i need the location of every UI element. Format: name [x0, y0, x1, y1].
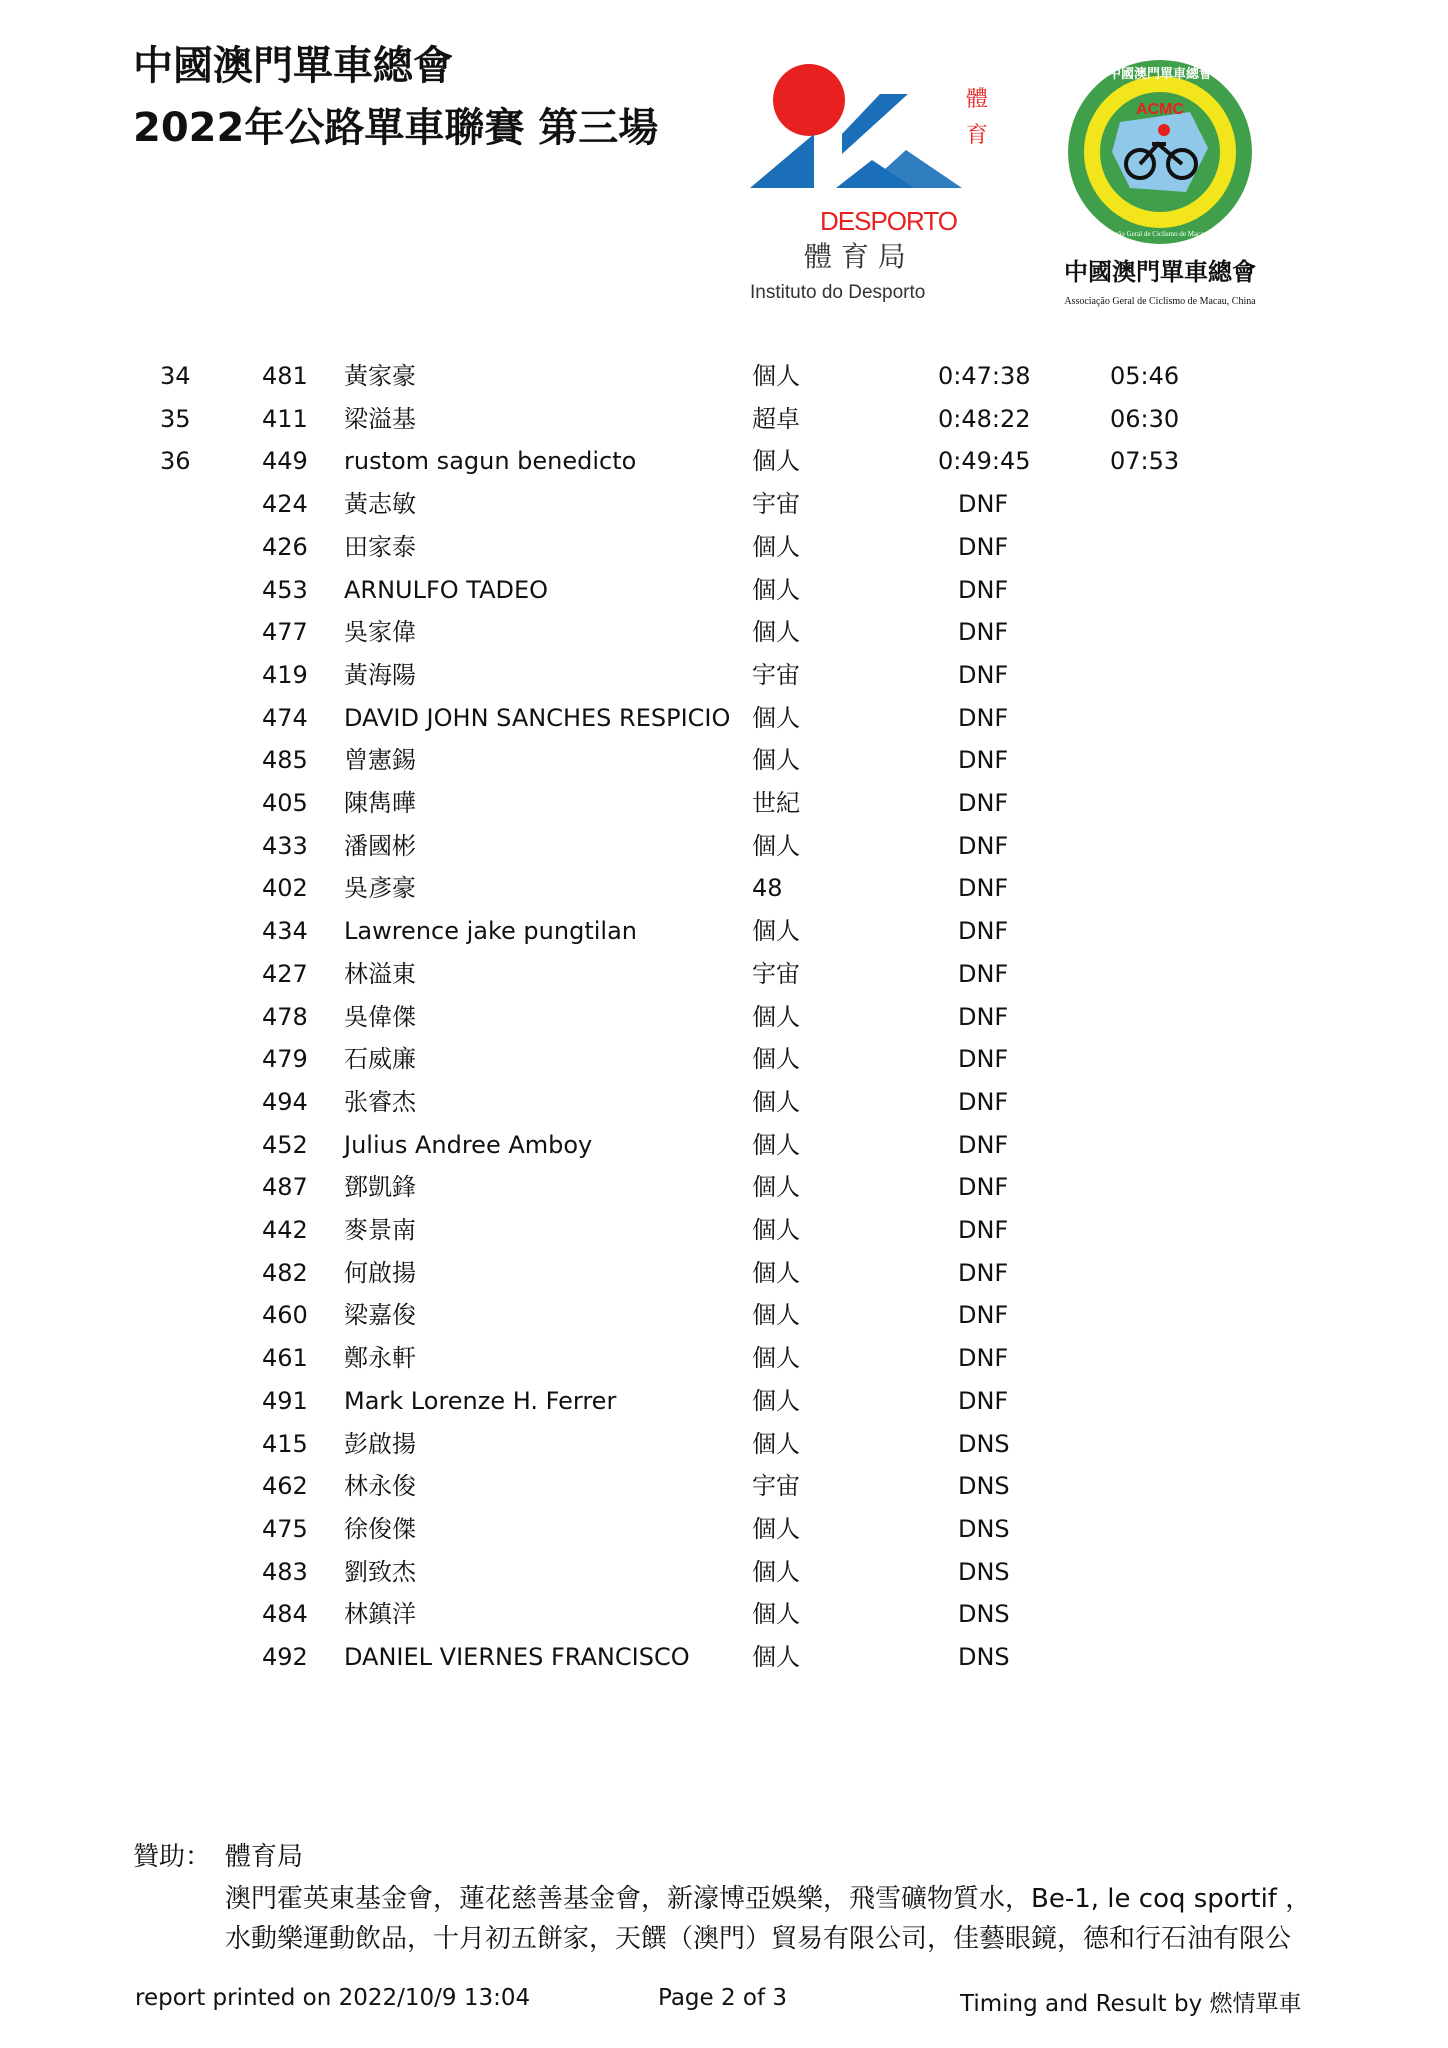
- rider-name-cell: Lawrence jake pungtilan: [344, 917, 637, 946]
- status-cell: DNF: [958, 575, 1009, 604]
- rider-name-cell: 林永俊: [344, 1472, 416, 1501]
- bib-number-cell: 424: [262, 490, 308, 519]
- rider-name-cell: 梁嘉俊: [344, 1301, 416, 1330]
- status-cell: DNF: [958, 1002, 1009, 1031]
- rider-name-cell: 吳偉傑: [344, 1002, 416, 1031]
- team-cell: 個人: [752, 1258, 800, 1287]
- table-row: [0, 1639, 1448, 1675]
- rider-name-cell: 吳彥豪: [344, 874, 416, 903]
- bib-number-cell: 405: [262, 789, 308, 817]
- page-title-line2: 2022年公路單車聯賽 第三場: [133, 105, 659, 151]
- team-cell: 宇宙: [752, 1472, 800, 1501]
- team-cell: 宇宙: [752, 959, 800, 988]
- rider-head-icon: [1158, 124, 1170, 136]
- team-cell: 個人: [752, 447, 800, 476]
- rider-name-cell: 曾憲錫: [344, 746, 416, 775]
- table-row: [0, 486, 1448, 522]
- bib-number-cell: 483: [262, 1557, 308, 1586]
- rider-name-cell: 田家泰: [344, 532, 416, 561]
- table-row: [0, 1596, 1448, 1632]
- team-cell: 個人: [752, 1045, 800, 1074]
- status-cell: DNF: [958, 1258, 1009, 1287]
- rider-name-cell: 彭啟揚: [344, 1429, 416, 1458]
- status-cell: DNF: [958, 1344, 1009, 1373]
- acmc-chinese: 中國澳門單車總會: [1064, 257, 1256, 286]
- time-cell: 0:49:45: [938, 447, 1031, 476]
- desporto-brand: DESPORTO: [820, 206, 957, 236]
- rider-name-cell: 黃家豪: [344, 362, 416, 390]
- acmc-logo: [1040, 52, 1280, 312]
- bib-number-cell: 452: [262, 1130, 308, 1159]
- team-cell: 個人: [752, 746, 800, 775]
- table-row: [0, 443, 1448, 479]
- status-cell: DNF: [958, 703, 1009, 732]
- team-cell: 宇宙: [752, 660, 800, 689]
- table-row: [0, 1426, 1448, 1462]
- bib-number-cell: 479: [262, 1045, 308, 1074]
- status-cell: DNS: [958, 1643, 1010, 1671]
- status-cell: DNF: [958, 789, 1009, 817]
- rank-cell: 34: [160, 362, 191, 390]
- rider-name-cell: ARNULFO TADEO: [344, 575, 549, 604]
- table-row: [0, 742, 1448, 778]
- team-cell: 個人: [752, 1429, 800, 1458]
- rider-name-cell: DANIEL VIERNES FRANCISCO: [344, 1643, 690, 1671]
- table-row: [0, 913, 1448, 949]
- status-cell: DNF: [958, 660, 1009, 689]
- time-cell: 0:47:38: [938, 362, 1031, 390]
- status-cell: DNF: [958, 1130, 1009, 1159]
- desporto-chinese: 體 育 局: [804, 240, 906, 273]
- bib-number-cell: 478: [262, 1002, 308, 1031]
- bib-number-cell: 449: [262, 447, 308, 476]
- sponsor-line-1: 體育局: [225, 1842, 304, 1872]
- table-row: [0, 785, 1448, 821]
- gap-cell: 06:30: [1110, 404, 1180, 433]
- desporto-logo: [748, 54, 988, 304]
- rider-name-cell: 鄭永軒: [344, 1344, 416, 1373]
- rider-name-cell: 潘國彬: [344, 831, 416, 860]
- team-cell: 個人: [752, 1557, 800, 1586]
- table-row: [0, 1169, 1448, 1205]
- sponsor-line-3: 水動樂運動飲品，十月初五餅家，天饌（澳門）貿易有限公司，佳藝眼鏡，德和行石油有限公: [225, 1924, 1292, 1954]
- bib-number-cell: 427: [262, 959, 308, 988]
- acmc-ring-top: 中國澳門單車總會: [1107, 67, 1213, 82]
- table-row: [0, 529, 1448, 565]
- team-cell: 個人: [752, 1643, 800, 1671]
- table-row: [0, 1084, 1448, 1120]
- rider-name-cell: 劉致杰: [344, 1557, 416, 1586]
- bib-number-cell: 474: [262, 703, 308, 732]
- rider-name-cell: 林鎮洋: [344, 1600, 416, 1629]
- team-cell: 個人: [752, 575, 800, 604]
- bib-number-cell: 434: [262, 917, 308, 946]
- status-cell: DNS: [958, 1429, 1010, 1458]
- team-cell: 個人: [752, 1301, 800, 1330]
- status-cell: DNF: [958, 490, 1009, 519]
- status-cell: DNF: [958, 532, 1009, 561]
- team-cell: 個人: [752, 1514, 800, 1543]
- bib-number-cell: 461: [262, 1344, 308, 1373]
- acmc-ring-bottom: Associação Geral de Ciclismo de Macau, China: [1093, 230, 1227, 238]
- gap-cell: 05:46: [1110, 362, 1180, 390]
- desporto-char2: 育: [966, 123, 988, 148]
- team-cell: 個人: [752, 703, 800, 732]
- team-cell: 個人: [752, 362, 800, 390]
- status-cell: DNF: [958, 746, 1009, 775]
- blue-mountain-left: [750, 134, 814, 188]
- bib-number-cell: 494: [262, 1087, 308, 1116]
- table-row: [0, 1340, 1448, 1376]
- team-cell: 個人: [752, 1600, 800, 1629]
- team-cell: 個人: [752, 1216, 800, 1244]
- bib-number-cell: 442: [262, 1216, 308, 1244]
- rank-cell: 36: [160, 447, 191, 476]
- table-row: [0, 1554, 1448, 1590]
- gap-cell: 07:53: [1110, 447, 1180, 476]
- team-cell: 個人: [752, 618, 800, 647]
- rider-name-cell: 何啟揚: [344, 1258, 416, 1287]
- team-cell: 個人: [752, 532, 800, 561]
- bib-number-cell: 462: [262, 1472, 308, 1501]
- team-cell: 個人: [752, 1130, 800, 1159]
- rider-name-cell: 石威廉: [344, 1045, 416, 1074]
- rider-name-cell: 张睿杰: [344, 1087, 416, 1116]
- acmc-portuguese: Associação Geral de Ciclismo de Macau, China: [1064, 296, 1256, 307]
- footer-timing: Timing and Result by 燃情單車: [960, 1991, 1302, 2017]
- desporto-portuguese: Instituto do Desporto: [750, 282, 926, 303]
- bib-number-cell: 481: [262, 362, 308, 390]
- rider-name-cell: 陳雋曄: [344, 789, 416, 817]
- table-row: [0, 956, 1448, 992]
- bib-number-cell: 477: [262, 618, 308, 647]
- team-cell: 個人: [752, 1087, 800, 1116]
- rider-name-cell: 黃志敏: [344, 490, 416, 519]
- status-cell: DNF: [958, 1301, 1009, 1330]
- rider-name-cell: Julius Andree Amboy: [344, 1130, 593, 1159]
- table-row: [0, 657, 1448, 693]
- status-cell: DNF: [958, 1173, 1009, 1202]
- rider-name-cell: rustom sagun benedicto: [344, 447, 637, 476]
- status-cell: DNF: [958, 917, 1009, 946]
- team-cell: 宇宙: [752, 490, 800, 519]
- status-cell: DNF: [958, 1386, 1009, 1415]
- bib-number-cell: 485: [262, 746, 308, 775]
- bib-number-cell: 475: [262, 1514, 308, 1543]
- bib-number-cell: 433: [262, 831, 308, 860]
- footer-printed: report printed on 2022/10/9 13:04: [135, 1985, 531, 2011]
- status-cell: DNF: [958, 874, 1009, 903]
- table-row: [0, 870, 1448, 906]
- rider-name-cell: DAVID JOHN SANCHES RESPICIO: [344, 703, 731, 732]
- table-row: [0, 999, 1448, 1035]
- team-cell: 超卓: [752, 404, 800, 433]
- status-cell: DNF: [958, 831, 1009, 860]
- rider-name-cell: 鄧凱鋒: [344, 1173, 416, 1202]
- footer-page-number: Page 2 of 3: [658, 1985, 788, 2011]
- status-cell: DNF: [958, 618, 1009, 647]
- team-cell: 個人: [752, 831, 800, 860]
- bib-number-cell: 453: [262, 575, 308, 604]
- status-cell: DNS: [958, 1600, 1010, 1629]
- bib-number-cell: 411: [262, 404, 308, 433]
- blue-wedge: [842, 94, 908, 154]
- status-cell: DNS: [958, 1514, 1010, 1543]
- bib-number-cell: 484: [262, 1600, 308, 1629]
- rider-name-cell: Mark Lorenze H. Ferrer: [344, 1386, 617, 1415]
- status-cell: DNF: [958, 1087, 1009, 1116]
- status-cell: DNF: [958, 1045, 1009, 1074]
- bib-number-cell: 460: [262, 1301, 308, 1330]
- bib-number-cell: 415: [262, 1429, 308, 1458]
- bib-number-cell: 487: [262, 1173, 308, 1202]
- team-cell: 個人: [752, 1344, 800, 1373]
- bib-number-cell: 491: [262, 1386, 308, 1415]
- table-row: [0, 1297, 1448, 1333]
- sponsor-line-2: 澳門霍英東基金會，蓮花慈善基金會，新濠博亞娛樂，飛雪礦物質水，Be-1, le coq sportif ，: [225, 1884, 1312, 1914]
- desporto-char1: 體: [966, 87, 988, 112]
- table-row: [0, 1383, 1448, 1419]
- table-row: [0, 1041, 1448, 1077]
- status-cell: DNS: [958, 1472, 1010, 1501]
- page-title-line1: 中國澳門單車總會: [133, 43, 453, 89]
- bib-number-cell: 402: [262, 874, 308, 903]
- table-row: [0, 358, 1448, 394]
- sponsor-label: 贊助：: [133, 1842, 212, 1872]
- team-cell: 個人: [752, 1173, 800, 1202]
- table-row: [0, 1468, 1448, 1504]
- rider-name-cell: 麥景南: [344, 1216, 416, 1244]
- status-cell: DNS: [958, 1557, 1010, 1586]
- table-row: [0, 614, 1448, 650]
- rider-name-cell: 徐俊傑: [344, 1514, 416, 1543]
- status-cell: DNF: [958, 1216, 1009, 1244]
- table-row: [0, 1212, 1448, 1248]
- red-sun-icon: [773, 64, 845, 136]
- team-cell: 個人: [752, 917, 800, 946]
- team-cell: 個人: [752, 1386, 800, 1415]
- bib-number-cell: 492: [262, 1643, 308, 1671]
- team-cell: 世紀: [752, 789, 800, 817]
- table-row: [0, 828, 1448, 864]
- table-row: [0, 700, 1448, 736]
- rank-cell: 35: [160, 404, 191, 433]
- table-row: [0, 401, 1448, 437]
- team-cell: 個人: [752, 1002, 800, 1031]
- rider-name-cell: 黃海陽: [344, 660, 416, 689]
- table-row: [0, 1127, 1448, 1163]
- table-row: [0, 572, 1448, 608]
- rider-name-cell: 林溢東: [344, 959, 416, 988]
- team-cell: 48: [752, 874, 783, 903]
- acmc-badge: ACMC: [1136, 101, 1184, 118]
- table-row: [0, 1511, 1448, 1547]
- bib-number-cell: 482: [262, 1258, 308, 1287]
- rider-name-cell: 梁溢基: [344, 404, 416, 433]
- bib-number-cell: 419: [262, 660, 308, 689]
- time-cell: 0:48:22: [938, 404, 1031, 433]
- bib-number-cell: 426: [262, 532, 308, 561]
- status-cell: DNF: [958, 959, 1009, 988]
- rider-name-cell: 吳家偉: [344, 618, 416, 647]
- table-row: [0, 1255, 1448, 1291]
